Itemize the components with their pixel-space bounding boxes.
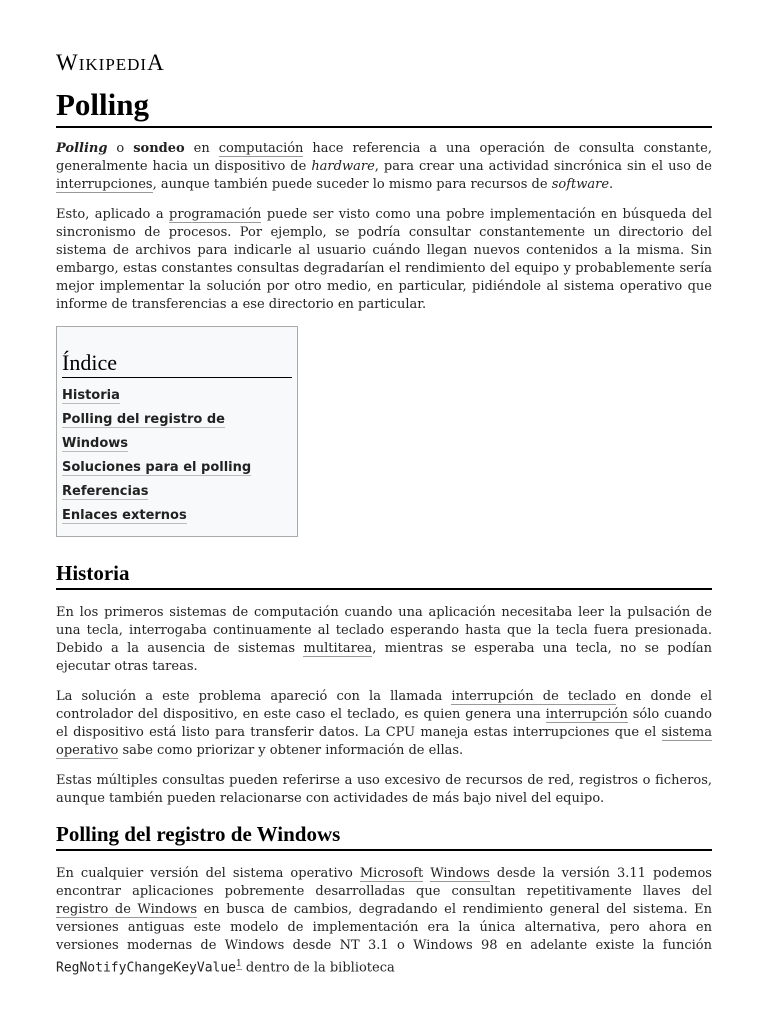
link-interrupciones[interactable]: interrupciones	[56, 177, 153, 192]
toc-item-soluciones[interactable]: Soluciones para el polling	[62, 460, 252, 475]
toc-heading: Índice	[62, 349, 292, 378]
link-windows[interactable]: Windows	[430, 866, 490, 881]
historia-paragraph-2: La solución a este problema apareció con la llamada interrupción de teclado en donde el controlador del dispositivo, en este caso el teclado, es quien genera una interrupción sólo cuando el dispositivo está listo para transferir datos. La CPU maneja estas interrupciones que el sistema operativo sabe como priorizar y obtener información de ellas.	[56, 689, 713, 758]
intro-paragraph-2: Esto, aplicado a programación puede ser visto como una pobre implementación en búsqueda del sincronismo de procesos. Por ejemplo, se podría consultar constantemente un directorio del sistema de archivos para indicarle al usuario cuándo llegan nuevos contenidos a la misma. Sin embargo, estas constantes consultas degradarían el rendimiento del equipo y probablemente sería mejor implementar la solución por otro medio, en particular, pidiéndole al sistema operativo que informe de transferencias a ese directorio en particular.	[56, 207, 712, 312]
link-multitarea[interactable]: multitarea	[303, 641, 373, 656]
table-of-contents	[56, 326, 298, 537]
section-heading-historia: Historia	[56, 559, 712, 590]
link-computacion[interactable]: computación	[218, 141, 304, 156]
article-body	[56, 140, 712, 989]
link-sistema-operativo[interactable]: sistema operativo	[56, 725, 712, 758]
reference-1[interactable]: 1	[236, 959, 242, 969]
historia-paragraph-3: Estas múltiples consultas pueden referirse a uso excesivo de recursos de red, registros o ficheros, aunque también pueden relacionarse con actividades de más bajo nivel del equipo.	[56, 773, 712, 806]
link-programacion[interactable]: programación	[169, 207, 262, 222]
registro-paragraph-1: En cualquier versión del sistema operativo Microsoft Windows desde la versión 3.11 podemos encontrar aplicaciones pobremente desarrolladas que consultan repetitivamente llaves del registro de Windows en busca de cambios, degradando el rendimiento general del sistema. En versiones antiguas este modelo de implementación era la única alternativa, pero ahora en versiones modernas de Windows desde NT 3.1 o Windows 98 en adelante existe la función RegNotifyChangeKeyValue$^1$ dentro de la biblioteca	[56, 866, 712, 976]
toc-item-referencias[interactable]: Referencias	[62, 484, 149, 499]
page-title: Polling	[56, 86, 712, 128]
code-function-name: RegNotifyChangeKeyValue	[56, 960, 237, 976]
toc-item-enlaces-externos[interactable]: Enlaces externos	[62, 508, 187, 523]
link-registro-de-windows[interactable]: registro de Windows	[56, 902, 198, 917]
intro-paragraph-1: Polling o sondeo en computación hace referencia a una operación de consulta constante, generalmente hacia un dispositivo de hardware, para crear una actividad sincrónica sin el uso de interrupciones, aunque también puede suceder lo mismo para recursos de software.	[56, 141, 712, 192]
toc-item-historia[interactable]: Historia	[62, 388, 120, 403]
wikipedia-wordmark[interactable]: WIKIPEDIA	[56, 50, 165, 75]
section-heading-registro-windows: Polling del registro de Windows	[56, 820, 712, 851]
link-interrupcion[interactable]: interrupción	[545, 707, 628, 722]
historia-paragraph-1: En los primeros sistemas de computación cuando una aplicación necesitaba leer la pulsación de una tecla, interrogaba continuamente al teclado esperando hasta que la tecla fuera presionada. Debido a la ausencia de sistemas multitarea, mientras se esperaba una tecla, no se podían ejecutar otras tareas.	[56, 605, 713, 674]
link-interrupcion-de-teclado[interactable]: interrupción de teclado	[451, 689, 617, 704]
link-microsoft[interactable]: Microsoft	[359, 866, 424, 881]
toc-item-registro-windows[interactable]: Polling del registro de Windows	[62, 412, 225, 451]
